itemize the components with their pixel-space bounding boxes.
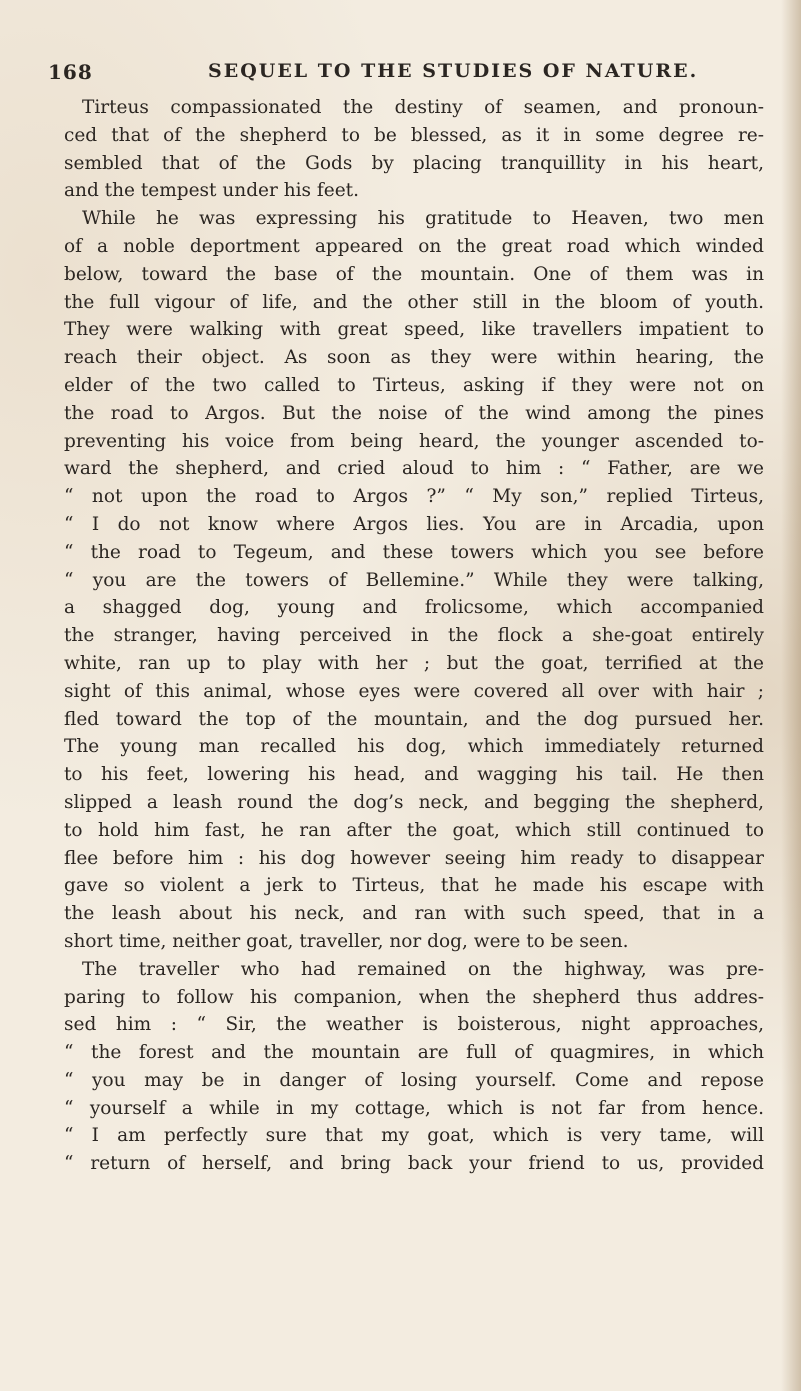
text-line: “ return of herself, and bring back your friend to us, provided	[64, 1153, 764, 1175]
text-line: and the tempest under his feet.	[64, 180, 359, 202]
text-line: a shagged dog, young and frolicsome, which accompanied	[64, 597, 764, 619]
text-line: paring to follow his companion, when the shepherd thus addres-	[64, 986, 764, 1008]
text-line: white, ran up to play with her ; but the goat, terrified at the	[64, 652, 764, 674]
text-line: slipped a leash round the dog’s neck, and begging the shepherd,	[64, 791, 764, 813]
text-line: “ the forest and the mountain are full of quagmires, in which	[64, 1042, 764, 1064]
text-line: short time, neither goat, traveller, nor dog, were to be seen.	[64, 930, 629, 952]
text-line: ced that of the shepherd to be blessed, as it in some degree re-	[64, 124, 764, 146]
text-line: elder of the two called to Tirteus, asking if they were not on	[64, 374, 764, 396]
text-line: flee before him : his dog however seeing him ready to disappear	[64, 847, 764, 869]
text-line: “ you are the towers of Bellemine.” While they were talking,	[64, 569, 764, 591]
running-title: SEQUEL TO THE STUDIES OF NATURE.	[208, 60, 699, 82]
text-line: below, toward the base of the mountain. One of them was in	[64, 263, 764, 285]
text-line: Tirteus compassionated the destiny of seamen, and pronoun-	[82, 97, 764, 118]
text-line: fled toward the top of the mountain, and the dog pursued her.	[64, 708, 764, 730]
text-line: to hold him fast, he ran after the goat, which still continued to	[64, 819, 764, 841]
text-line: the stranger, having perceived in the flock a she-goat entirely	[64, 625, 764, 647]
text-line: “ you may be in danger of losing yourself. Come and repose	[64, 1069, 764, 1091]
text-line: the full vigour of life, and the other still in the bloom of youth.	[64, 291, 764, 313]
text-line: sembled that of the Gods by placing tranquillity in his heart,	[64, 152, 764, 174]
running-head	[48, 46, 748, 86]
text-line: While he was expressing his gratitude to Heaven, two men	[82, 208, 764, 230]
text-line: sed him : “ Sir, the weather is boisterous, night approaches,	[64, 1014, 764, 1036]
text-line: reach their object. As soon as they were within hearing, the	[64, 347, 764, 369]
text-line: “ not upon the road to Argos ?” “ My son,” replied Tirteus,	[64, 486, 764, 508]
text-line: “ I am perfectly sure that my goat, which is very tame, will	[64, 1125, 764, 1147]
text-line: the leash about his neck, and ran with such speed, that in a	[64, 903, 764, 925]
text-line: “ the road to Tegeum, and these towers which you see before	[64, 541, 764, 563]
text-line: of a noble deportment appeared on the great road which winded	[64, 235, 764, 257]
body-text	[64, 94, 764, 1178]
text-line: The traveller who had remained on the highway, was pre-	[82, 958, 764, 980]
text-line: “ I do not know where Argos lies. You are in Arcadia, upon	[64, 513, 764, 535]
page-number: 168	[48, 60, 93, 84]
text-line: They were walking with great speed, like travellers impatient to	[64, 319, 764, 341]
text-line: “ yourself a while in my cottage, which is not far from hence.	[64, 1097, 764, 1119]
text-line: ward the shepherd, and cried aloud to him : “ Father, are we	[64, 458, 764, 480]
text-line: the road to Argos. But the noise of the wind among the pines	[64, 402, 764, 424]
text-line: preventing his voice from being heard, the younger ascended to-	[64, 430, 764, 452]
text-line: sight of this animal, whose eyes were covered all over with hair ;	[64, 680, 764, 702]
text-line: The young man recalled his dog, which immediately returned	[64, 736, 764, 758]
text-line: gave so violent a jerk to Tirteus, that he made his escape with	[64, 875, 764, 897]
text-line: to his feet, lowering his head, and wagging his tail. He then	[64, 764, 764, 786]
page-edge-shadow	[781, 0, 801, 1391]
